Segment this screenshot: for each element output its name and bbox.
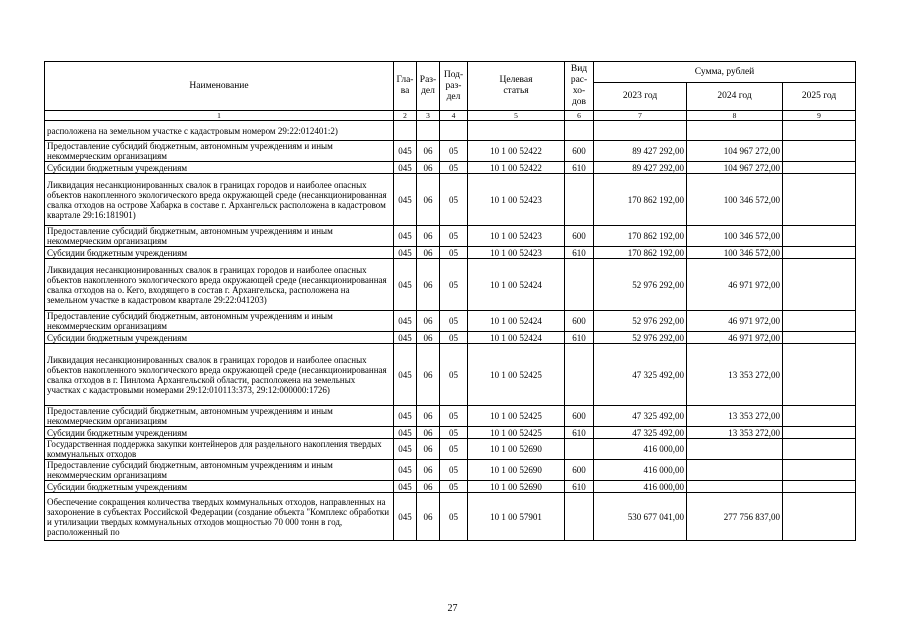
row-podrazdel: 05 — [440, 226, 468, 247]
table-body — [45, 121, 856, 541]
row-amount-2025 — [783, 493, 856, 541]
row-amount-2024: 13 353 272,00 — [687, 344, 783, 406]
column-number: 7 — [594, 111, 687, 121]
row-glava: 045 — [394, 259, 417, 311]
row-target: 10 1 00 52690 — [468, 460, 565, 481]
row-target: 10 1 00 52424 — [468, 332, 565, 344]
row-name: Субсидии бюджетным учреждениям — [45, 332, 394, 344]
table-row — [45, 162, 856, 174]
row-amount-2023: 416 000,00 — [594, 481, 687, 493]
row-razdel: 06 — [417, 174, 440, 226]
row-amount-2023: 47 325 492,00 — [594, 344, 687, 406]
row-name: Субсидии бюджетным учреждениям — [45, 162, 394, 174]
table-row — [45, 493, 856, 541]
row-vid: 610 — [565, 247, 594, 259]
table-row — [45, 439, 856, 460]
row-amount-2023: 47 325 492,00 — [594, 427, 687, 439]
row-target: 10 1 00 52425 — [468, 406, 565, 427]
row-amount-2023: 47 325 492,00 — [594, 406, 687, 427]
table-row — [45, 259, 856, 311]
row-target — [468, 121, 565, 141]
row-razdel: 06 — [417, 460, 440, 481]
col-header-podrazdel: Под- раз- дел — [440, 62, 468, 111]
row-glava: 045 — [394, 162, 417, 174]
col-header-2023: 2023 год — [594, 83, 687, 111]
row-amount-2025 — [783, 427, 856, 439]
row-razdel: 06 — [417, 481, 440, 493]
row-podrazdel: 05 — [440, 162, 468, 174]
row-name: Ликвидация несанкционированных свалок в границах городов и наиболее опасных объектов накопленного экологического вреда окружающей среде (несанкционированная свалка отходов на острове Хабарка в составе г. Архангельск расположена в кадастровом квартале 29:16:181901) — [45, 174, 394, 226]
row-vid — [565, 493, 594, 541]
row-amount-2025 — [783, 141, 856, 162]
table-row — [45, 226, 856, 247]
col-header-vid: Вид рас- хо- дов — [565, 62, 594, 111]
column-number: 9 — [783, 111, 856, 121]
row-amount-2024 — [687, 460, 783, 481]
row-amount-2023: 170 862 192,00 — [594, 174, 687, 226]
row-amount-2024: 277 756 837,00 — [687, 493, 783, 541]
row-amount-2024: 46 971 972,00 — [687, 332, 783, 344]
row-vid: 610 — [565, 162, 594, 174]
row-amount-2024: 104 967 272,00 — [687, 141, 783, 162]
row-vid: 610 — [565, 481, 594, 493]
row-amount-2024: 100 346 572,00 — [687, 174, 783, 226]
row-amount-2024: 46 971 972,00 — [687, 259, 783, 311]
row-glava: 045 — [394, 332, 417, 344]
row-amount-2025 — [783, 121, 856, 141]
row-amount-2025 — [783, 439, 856, 460]
row-razdel: 06 — [417, 439, 440, 460]
row-amount-2023: 89 427 292,00 — [594, 162, 687, 174]
row-razdel: 06 — [417, 427, 440, 439]
row-amount-2024 — [687, 121, 783, 141]
column-number: 3 — [417, 111, 440, 121]
row-name: Предоставление субсидий бюджетным, автономным учреждениям и иным некоммерческим организациям — [45, 226, 394, 247]
row-vid — [565, 259, 594, 311]
row-target: 10 1 00 52424 — [468, 259, 565, 311]
row-amount-2023: 170 862 192,00 — [594, 226, 687, 247]
row-podrazdel: 05 — [440, 259, 468, 311]
row-amount-2025 — [783, 311, 856, 332]
row-podrazdel: 05 — [440, 439, 468, 460]
row-name: Предоставление субсидий бюджетным, автономным учреждениям и иным некоммерческим организациям — [45, 460, 394, 481]
row-amount-2024: 13 353 272,00 — [687, 406, 783, 427]
col-header-2025: 2025 год — [783, 83, 856, 111]
column-number: 6 — [565, 111, 594, 121]
row-name: Государственная поддержка закупки контейнеров для раздельного накопления твердых коммунальных отходов — [45, 439, 394, 460]
table-row — [45, 141, 856, 162]
row-name: Предоставление субсидий бюджетным, автономным учреждениям и иным некоммерческим организациям — [45, 311, 394, 332]
row-vid: 600 — [565, 311, 594, 332]
row-razdel: 06 — [417, 259, 440, 311]
row-glava — [394, 121, 417, 141]
row-amount-2025 — [783, 247, 856, 259]
col-header-sum: Сумма, рублей — [594, 62, 856, 83]
row-amount-2025 — [783, 162, 856, 174]
row-amount-2024: 104 967 272,00 — [687, 162, 783, 174]
row-podrazdel: 05 — [440, 406, 468, 427]
row-amount-2024: 46 971 972,00 — [687, 311, 783, 332]
row-amount-2023: 52 976 292,00 — [594, 259, 687, 311]
row-name: расположена на земельном участке с кадастровым номером 29:22:012401:2) — [45, 121, 394, 141]
budget-table — [44, 61, 856, 541]
row-target: 10 1 00 52423 — [468, 247, 565, 259]
row-glava: 045 — [394, 493, 417, 541]
row-podrazdel: 05 — [440, 493, 468, 541]
column-numbers-row — [45, 111, 856, 121]
column-number: 5 — [468, 111, 565, 121]
table-row — [45, 247, 856, 259]
row-amount-2025 — [783, 226, 856, 247]
row-amount-2023 — [594, 121, 687, 141]
row-name: Ликвидация несанкционированных свалок в границах городов и наиболее опасных объектов накопленного экологического вреда окружающей среде (несанкционированная свалка отходов в г. Пинлома Архангельской области, расположена на земельных участках с кадастровыми номерами 29:12:010113:373, 29:12:000000:1726) — [45, 344, 394, 406]
row-vid — [565, 174, 594, 226]
table-row — [45, 460, 856, 481]
row-target: 10 1 00 52425 — [468, 427, 565, 439]
row-amount-2024 — [687, 439, 783, 460]
row-glava: 045 — [394, 226, 417, 247]
row-razdel: 06 — [417, 162, 440, 174]
row-razdel: 06 — [417, 226, 440, 247]
row-glava: 045 — [394, 439, 417, 460]
col-header-2024: 2024 год — [687, 83, 783, 111]
row-podrazdel: 05 — [440, 427, 468, 439]
table-row — [45, 344, 856, 406]
row-amount-2025 — [783, 481, 856, 493]
row-vid: 610 — [565, 427, 594, 439]
row-podrazdel: 05 — [440, 481, 468, 493]
row-name: Субсидии бюджетным учреждениям — [45, 427, 394, 439]
row-amount-2024: 13 353 272,00 — [687, 427, 783, 439]
row-glava: 045 — [394, 344, 417, 406]
column-number: 2 — [394, 111, 417, 121]
row-glava: 045 — [394, 311, 417, 332]
row-amount-2024 — [687, 481, 783, 493]
table-row — [45, 174, 856, 226]
row-name: Обеспечение сокращения количества твердых коммунальных отходов, направленных на захоронение в субъектах Российской Федерации (создание объекта "Комплекс обработки и утилизации твердых коммунальных отходов мощностью 70 000 тонн в год, расположенный по — [45, 493, 394, 541]
row-vid: 600 — [565, 226, 594, 247]
row-glava: 045 — [394, 406, 417, 427]
row-razdel — [417, 121, 440, 141]
row-vid: 600 — [565, 460, 594, 481]
row-podrazdel: 05 — [440, 311, 468, 332]
row-vid: 610 — [565, 332, 594, 344]
row-podrazdel — [440, 121, 468, 141]
row-name: Предоставление субсидий бюджетным, автономным учреждениям и иным некоммерческим организациям — [45, 406, 394, 427]
row-vid — [565, 344, 594, 406]
row-podrazdel: 05 — [440, 247, 468, 259]
table-row — [45, 406, 856, 427]
row-razdel: 06 — [417, 332, 440, 344]
row-glava: 045 — [394, 427, 417, 439]
row-target: 10 1 00 52422 — [468, 162, 565, 174]
row-glava: 045 — [394, 481, 417, 493]
column-number: 8 — [687, 111, 783, 121]
row-vid: 600 — [565, 406, 594, 427]
col-header-glava: Гла- ва — [394, 62, 417, 111]
row-target: 10 1 00 52423 — [468, 226, 565, 247]
table-row — [45, 427, 856, 439]
row-podrazdel: 05 — [440, 332, 468, 344]
row-amount-2024: 100 346 572,00 — [687, 247, 783, 259]
row-glava: 045 — [394, 247, 417, 259]
row-vid — [565, 121, 594, 141]
row-target: 10 1 00 57901 — [468, 493, 565, 541]
table-row — [45, 311, 856, 332]
row-amount-2025 — [783, 406, 856, 427]
row-razdel: 06 — [417, 406, 440, 427]
column-number: 4 — [440, 111, 468, 121]
row-name: Предоставление субсидий бюджетным, автономным учреждениям и иным некоммерческим организациям — [45, 141, 394, 162]
row-vid: 600 — [565, 141, 594, 162]
col-header-name: Наименование — [45, 62, 394, 111]
row-razdel: 06 — [417, 344, 440, 406]
row-amount-2025 — [783, 332, 856, 344]
row-amount-2023: 89 427 292,00 — [594, 141, 687, 162]
col-header-razdel: Раз- дел — [417, 62, 440, 111]
row-razdel: 06 — [417, 493, 440, 541]
row-podrazdel: 05 — [440, 141, 468, 162]
row-target: 10 1 00 52690 — [468, 439, 565, 460]
row-amount-2024: 100 346 572,00 — [687, 226, 783, 247]
row-razdel: 06 — [417, 247, 440, 259]
row-amount-2023: 530 677 041,00 — [594, 493, 687, 541]
row-glava: 045 — [394, 141, 417, 162]
col-header-target: Целевая статья — [468, 62, 565, 111]
column-number: 1 — [45, 111, 394, 121]
page-number: 27 — [447, 603, 458, 614]
row-podrazdel: 05 — [440, 344, 468, 406]
row-target: 10 1 00 52424 — [468, 311, 565, 332]
row-podrazdel: 05 — [440, 174, 468, 226]
row-glava: 045 — [394, 174, 417, 226]
row-name: Субсидии бюджетным учреждениям — [45, 481, 394, 493]
row-target: 10 1 00 52690 — [468, 481, 565, 493]
row-name: Субсидии бюджетным учреждениям — [45, 247, 394, 259]
row-name: Ликвидация несанкционированных свалок в границах городов и наиболее опасных объектов накопленного экологического вреда окружающей среде (несанкционированная свалка отходов на о. Кего, входящего в состав г. Архангельска, расположена на земельном участке в кадастровом квартале 29:22:041203) — [45, 259, 394, 311]
row-amount-2023: 416 000,00 — [594, 439, 687, 460]
row-glava: 045 — [394, 460, 417, 481]
row-amount-2025 — [783, 344, 856, 406]
row-amount-2023: 52 976 292,00 — [594, 311, 687, 332]
row-target: 10 1 00 52422 — [468, 141, 565, 162]
row-amount-2025 — [783, 259, 856, 311]
row-amount-2023: 416 000,00 — [594, 460, 687, 481]
table-row — [45, 121, 856, 141]
row-vid — [565, 439, 594, 460]
row-podrazdel: 05 — [440, 460, 468, 481]
row-amount-2025 — [783, 174, 856, 226]
row-amount-2025 — [783, 460, 856, 481]
table-row — [45, 332, 856, 344]
table-row — [45, 481, 856, 493]
row-razdel: 06 — [417, 311, 440, 332]
row-amount-2023: 52 976 292,00 — [594, 332, 687, 344]
row-razdel: 06 — [417, 141, 440, 162]
row-target: 10 1 00 52425 — [468, 344, 565, 406]
row-amount-2023: 170 862 192,00 — [594, 247, 687, 259]
row-target: 10 1 00 52423 — [468, 174, 565, 226]
